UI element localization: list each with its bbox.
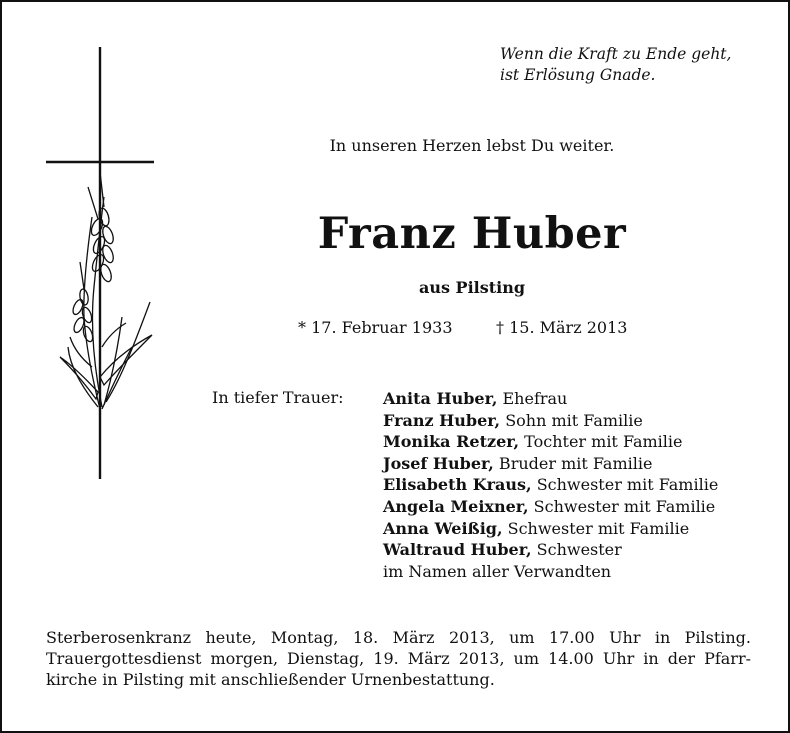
motto-line-2: ist Erlösung Gnade.: [500, 66, 656, 84]
mourner-name: Elisabeth Kraus,: [383, 475, 532, 495]
mourner-name: Franz Huber,: [383, 410, 501, 430]
service-info-line-2: Trauergottesdienst morgen, Dienstag, 19. März 2013, um 14.00 Uhr in der Pfarr-: [46, 649, 751, 668]
service-info-line-1: Sterberosenkranz heute, Montag, 18. März 2013, um 17.00 Uhr in Pilsting.: [46, 628, 751, 647]
deceased-origin: aus Pilsting: [418, 278, 526, 297]
mourner-relation: Bruder mit Familie: [493, 453, 653, 473]
mourner-name: Angela Meixner,: [383, 496, 529, 516]
mourner-name: Anna Weißig,: [383, 518, 503, 538]
mourner-relation: Schwester mit Familie: [531, 475, 719, 495]
wheat-ears-icon: [60, 172, 152, 409]
epigraph: In unseren Herzen lebst Du weiter.: [329, 136, 615, 155]
deceased-name: Franz Huber: [317, 209, 627, 259]
mourner-entry: [383, 453, 718, 475]
motto-quote: [442, 44, 772, 86]
motto-line-1: Wenn die Kraft zu Ende geht,: [500, 45, 732, 63]
service-info: [46, 627, 751, 690]
mourner-name: Waltraud Huber,: [383, 540, 532, 560]
mourner-entry: [383, 474, 718, 496]
mourner-relation: Schwester: [531, 540, 622, 560]
mourner-entry: [383, 518, 718, 540]
mourners-list: [383, 388, 718, 582]
cross-icon: [46, 47, 154, 479]
mourner-relation: Tochter mit Familie: [519, 432, 683, 452]
mourner-relation: Schwester mit Familie: [502, 518, 690, 538]
mourning-closing: im Namen aller Verwandten: [383, 561, 612, 581]
service-info-line-3: kirche in Pilsting mit anschließender Urnenbestattung.: [46, 670, 495, 689]
mourner-relation: Sohn mit Familie: [500, 410, 643, 430]
mourner-relation: Ehefrau: [497, 389, 568, 408]
birth-date: * 17. Februar 1933: [298, 318, 453, 337]
mourning-label: In tiefer Trauer:: [212, 388, 344, 407]
mourner-name: Monika Retzer,: [383, 432, 520, 452]
mourner-entry: [383, 431, 718, 453]
cross-with-wheat-icon: [42, 47, 162, 487]
mourner-name: Josef Huber,: [383, 453, 494, 473]
mourner-entry: [383, 388, 718, 410]
mourner-entry: [383, 539, 718, 561]
death-date: † 15. März 2013: [496, 318, 628, 337]
mourner-entry: [383, 496, 718, 518]
mourner-name: Anita Huber,: [383, 389, 498, 408]
mourner-relation: Schwester mit Familie: [528, 496, 716, 516]
mourner-entry: [383, 410, 718, 432]
